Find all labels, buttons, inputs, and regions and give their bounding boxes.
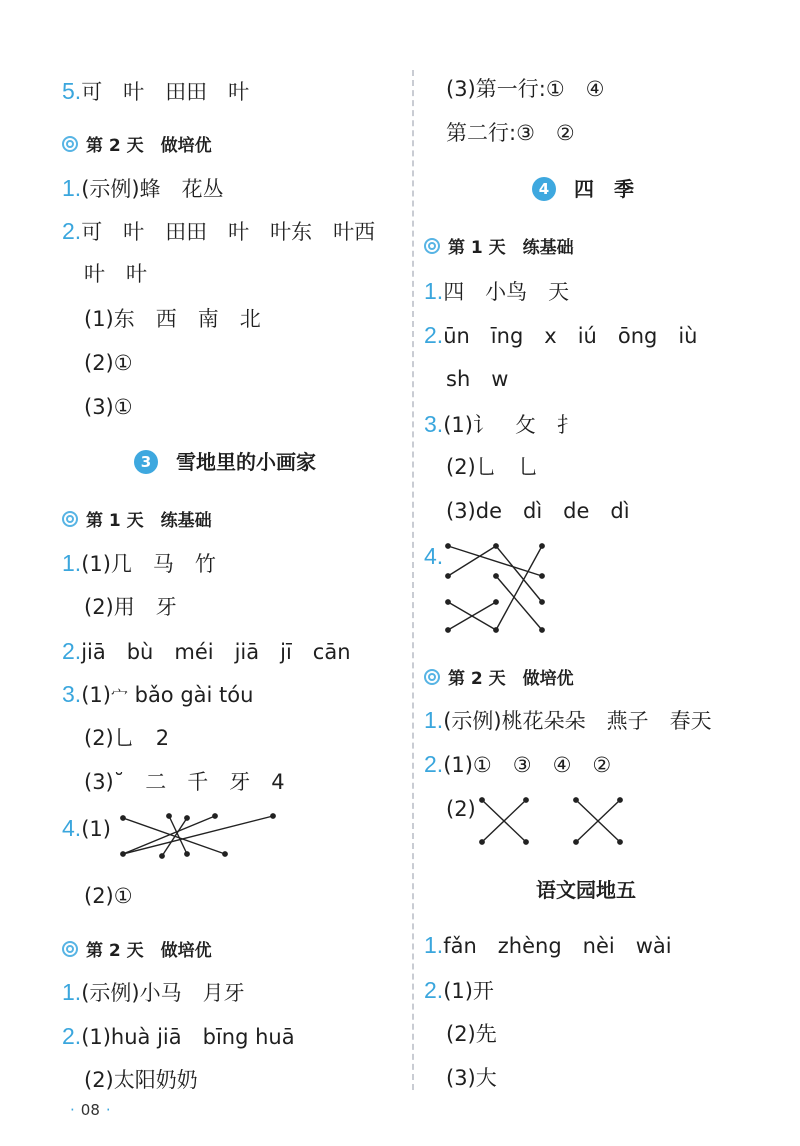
answer-2: 2.ūn īng x iú ōng iù	[424, 322, 698, 348]
answer-3: 3.(1)宀 bǎo gài tóu	[62, 681, 254, 707]
match-dot	[223, 852, 227, 856]
match-dot	[213, 814, 217, 818]
match-dot	[494, 628, 498, 632]
answer-2-part-3: (3)大	[446, 1066, 497, 1090]
dot-icon: ·	[70, 1101, 75, 1119]
match-dot	[618, 798, 622, 802]
answer-3-row-2: 第二行:③ ②	[446, 121, 575, 145]
lesson-title: 4 四 季	[532, 174, 634, 204]
day-heading: 第 1 天 练基础	[62, 508, 212, 534]
match-dot	[185, 852, 189, 856]
day-heading: 第 1 天 练基础	[424, 235, 574, 261]
answer-2-part-1: (1)东 西 南 北	[84, 307, 261, 331]
target-icon	[62, 941, 78, 957]
match-dot	[480, 798, 484, 802]
target-icon	[424, 238, 440, 254]
answer-2-continued: sh w	[446, 367, 509, 391]
match-dot	[494, 574, 498, 578]
match-dot	[121, 816, 125, 820]
match-dot	[540, 544, 544, 548]
answer-1: 1.(示例)蜂 花丛	[62, 175, 224, 201]
answer-2-part-2: (2)	[446, 797, 476, 821]
match-line	[496, 576, 542, 630]
answer-1: 1.fǎn zhèng nèi wài	[424, 932, 672, 958]
match-dot	[540, 628, 544, 632]
answer-1: 1.(示例)小马 月牙	[62, 979, 245, 1005]
match-dot	[446, 544, 450, 548]
answer-3-part-3: (3)de dì de dì	[446, 499, 630, 523]
answer-3-part-2: (2)乚 2	[84, 726, 170, 750]
cross-lines-diagram	[476, 796, 626, 846]
answer-1: 1.四 小鸟 天	[424, 278, 570, 304]
answer-3-part-3: (3)˘ 二 千 牙 4	[84, 770, 285, 794]
match-line	[123, 816, 215, 854]
match-dot	[540, 574, 544, 578]
match-dot	[494, 544, 498, 548]
match-dot	[160, 854, 164, 858]
answer-2-part-2: (2)①	[84, 351, 133, 375]
match-dot	[446, 600, 450, 604]
answer-2-part-3: (3)①	[84, 395, 133, 419]
answer-2: 2.jiā bù méi jiā jī cān	[62, 638, 351, 664]
match-line	[448, 546, 496, 576]
match-dot	[446, 574, 450, 578]
answer-2: 2.(1)huà jiā bīng huā	[62, 1023, 295, 1049]
match-dot	[618, 840, 622, 844]
answer-1: 1.(示例)桃花朵朵 燕子 春天	[424, 707, 712, 733]
match-line	[123, 816, 273, 854]
lesson-number-badge: 3	[134, 450, 158, 474]
day-heading: 第 2 天 做培优	[62, 133, 212, 159]
answer-2: 2.可 叶 田田 叶 叶东 叶西	[62, 218, 376, 244]
answer-3-part-2: (2)乚 乚	[446, 455, 539, 479]
answer-4: 4.	[424, 543, 444, 569]
match-line	[496, 546, 542, 630]
target-icon	[62, 136, 78, 152]
lesson-title: 3 雪地里的小画家	[134, 447, 316, 477]
section-title: 语文园地五	[536, 878, 636, 902]
answer-3: 3.(1)讠 攵 扌	[424, 411, 578, 437]
match-dot	[480, 840, 484, 844]
answer-2: 2.(1)开	[424, 977, 494, 1003]
match-dot	[540, 600, 544, 604]
match-dot	[524, 840, 528, 844]
answer-2: 2.(1)① ③ ④ ②	[424, 751, 612, 777]
answer-1-part-2: (2)用 牙	[84, 595, 177, 619]
match-dot	[185, 816, 189, 820]
page-number: · 08 ·	[64, 1101, 117, 1119]
target-icon	[424, 669, 440, 685]
stroke-glyph: 宀	[110, 687, 128, 707]
match-dot	[574, 798, 578, 802]
column-divider	[412, 70, 414, 1090]
match-dot	[494, 600, 498, 604]
dot-icon: ·	[105, 1101, 111, 1119]
answer-5: 5.可 叶 田田 叶	[62, 78, 250, 104]
matching-lines-diagram	[442, 540, 572, 636]
answer-4-part-2: (2)①	[84, 884, 133, 908]
lesson-number-badge: 4	[532, 177, 556, 201]
answer-2-continued: 叶 叶	[84, 262, 147, 286]
match-dot	[524, 798, 528, 802]
match-dot	[167, 814, 171, 818]
matching-lines-diagram	[117, 810, 277, 866]
day-heading: 第 2 天 做培优	[424, 666, 574, 692]
match-line	[123, 818, 225, 854]
match-dot	[121, 852, 125, 856]
answer-1: 1.(1)几 马 竹	[62, 550, 216, 576]
answer-2-part-2: (2)先	[446, 1022, 497, 1046]
match-dot	[271, 814, 275, 818]
match-dot	[574, 840, 578, 844]
answer-4: 4.(1)	[62, 815, 111, 841]
answer-3-row-1: (3)第一行:① ④	[446, 77, 605, 101]
answer-2-part-2: (2)太阳奶奶	[84, 1068, 198, 1092]
day-heading: 第 2 天 做培优	[62, 938, 212, 964]
match-dot	[446, 628, 450, 632]
target-icon	[62, 511, 78, 527]
